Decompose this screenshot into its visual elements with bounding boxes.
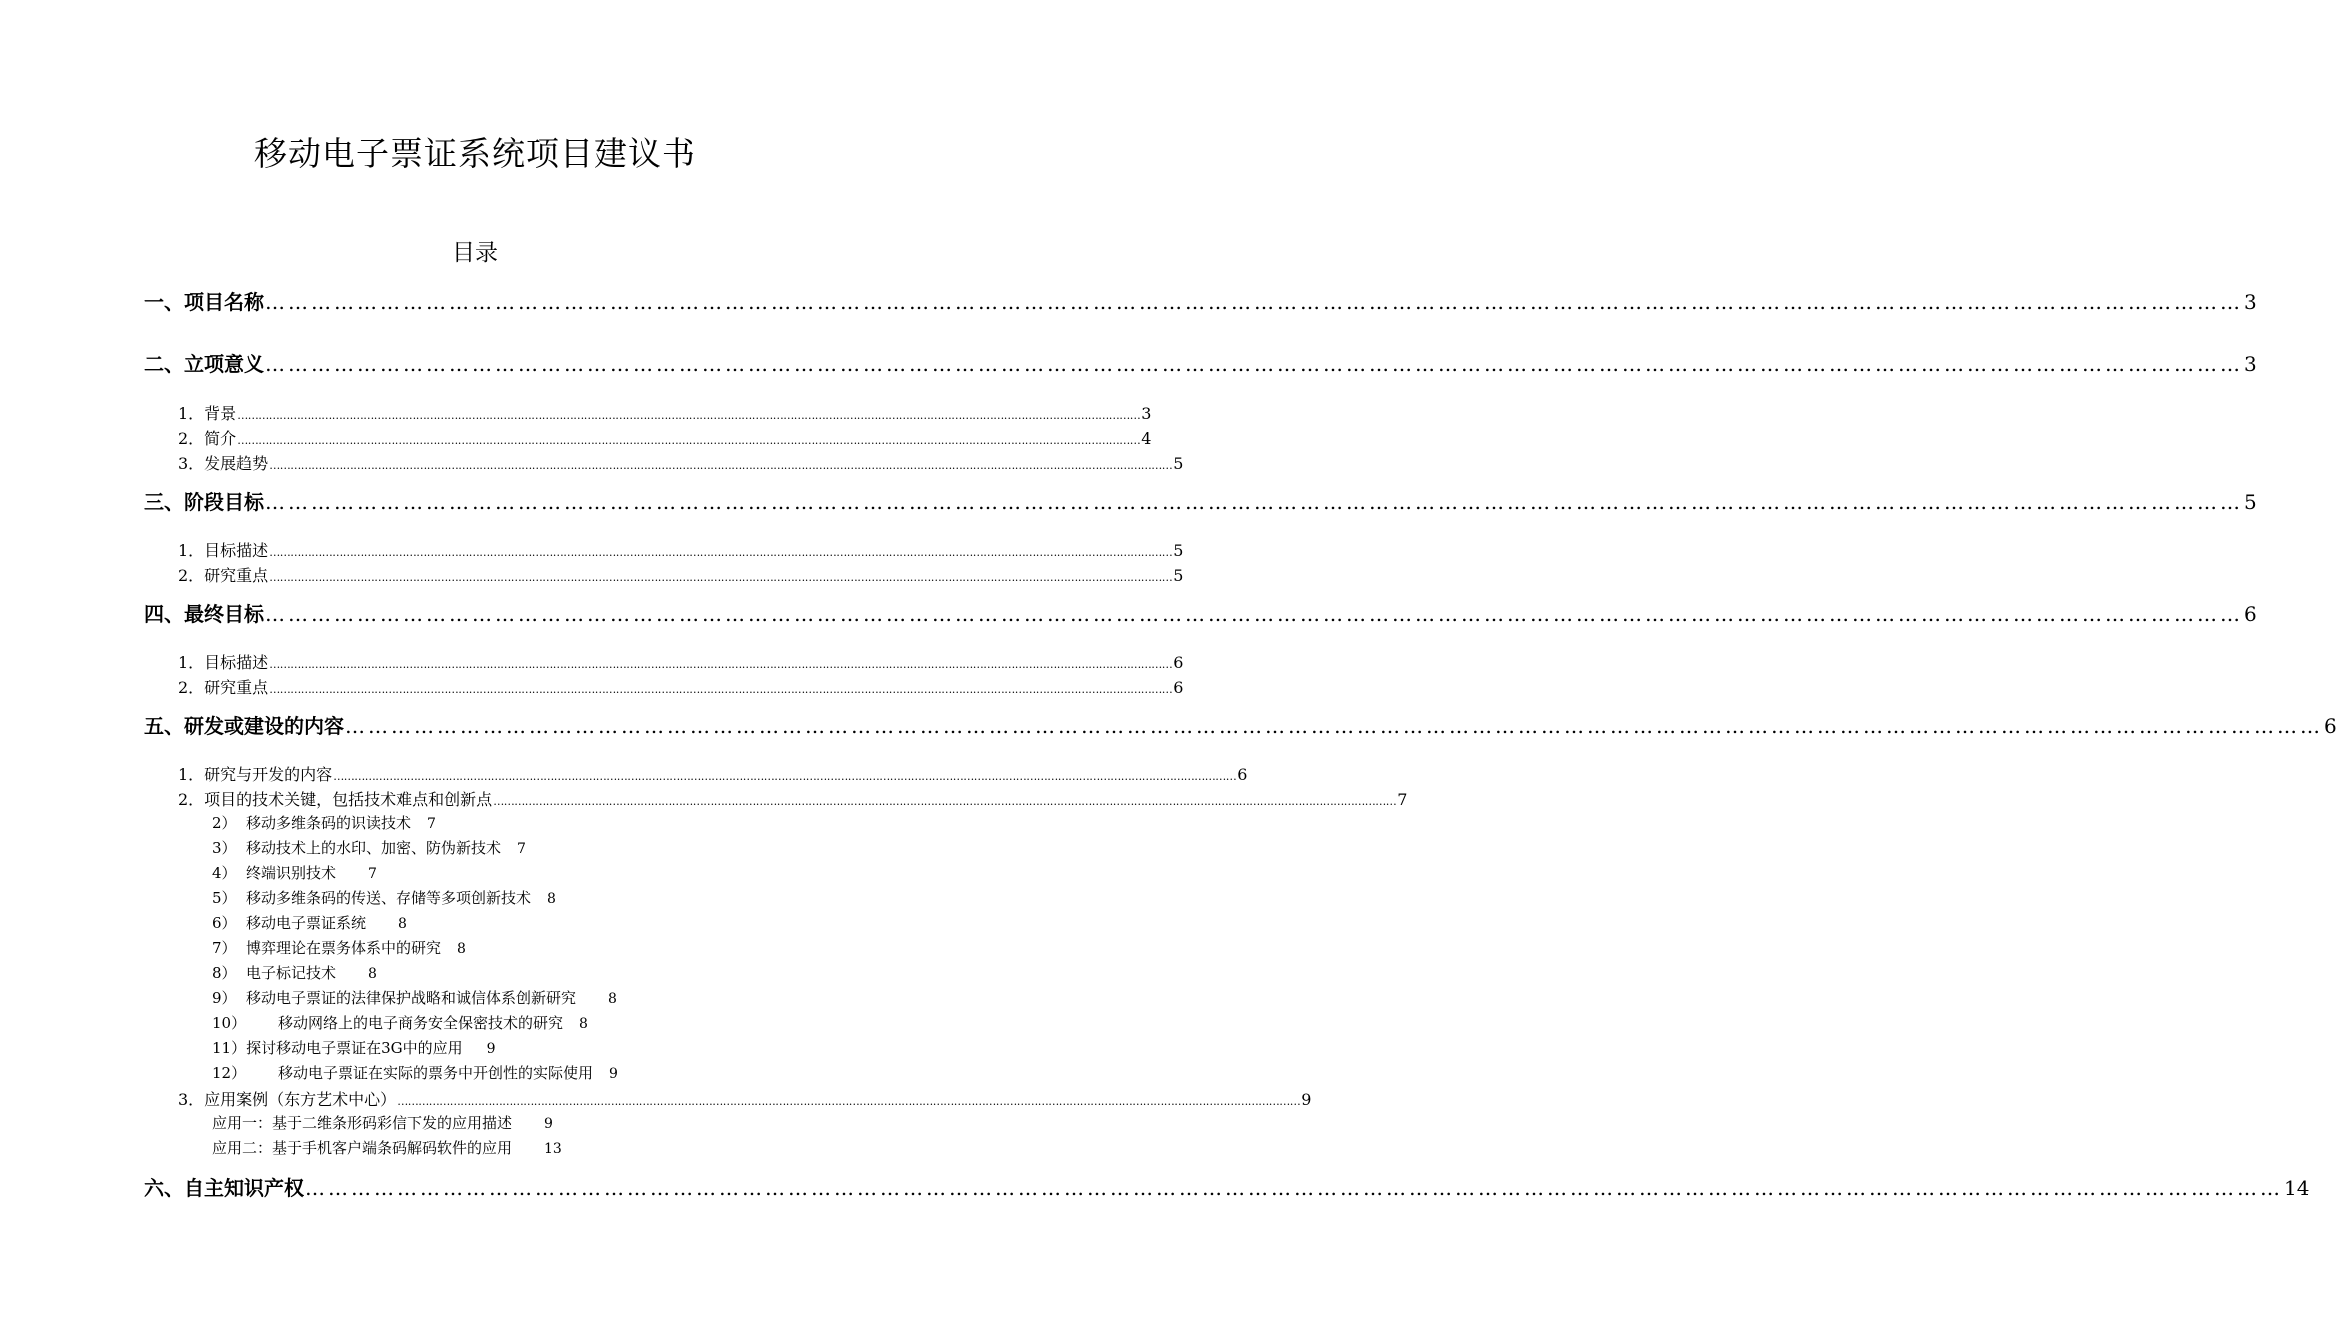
toc-page: 7: [1397, 790, 1408, 809]
toc-entry-project-name[interactable]: [144, 286, 2257, 316]
toc-page: 14: [2284, 1176, 2310, 1200]
toc-label: 二、立项意义: [144, 352, 264, 376]
toc-sub-item[interactable]: [212, 987, 617, 1011]
toc-label: 应用一：基于二维条形码彩信下发的应用描述: [212, 1114, 513, 1132]
toc-entry-intro[interactable]: [178, 426, 1152, 450]
toc-label: 1．背景: [178, 404, 237, 423]
toc-entry-final-focus[interactable]: [178, 675, 1184, 699]
toc-label: 2．项目的技术关键，包括技术难点和创新点: [178, 790, 493, 809]
toc-sub-number: 8）: [212, 964, 237, 982]
toc-page: 4: [1141, 429, 1152, 448]
toc-page: 5: [1173, 566, 1184, 585]
toc-page: 8: [457, 941, 466, 957]
toc-page: 6: [2324, 714, 2337, 738]
document-title: 移动电子票证系统项目建议书: [254, 134, 696, 173]
toc-label: 3．应用案例（东方艺术中心）: [178, 1090, 397, 1109]
toc-page: 8: [608, 991, 617, 1007]
toc-label: 1．目标描述: [178, 541, 269, 560]
toc-dots: ……………………………………………………………………………………………………………………………………………………………………………………………………………………………………: [397, 1095, 1301, 1108]
toc-page: 9: [544, 1116, 553, 1132]
toc-sub-item[interactable]: [212, 862, 377, 886]
toc-label: 移动技术上的水印、加密、防伪新技术: [246, 839, 502, 857]
toc-dots: ……………………………………………………………………………………………………………………………………………………………………………………………………………………………………: [269, 658, 1173, 671]
toc-heading: 目录: [452, 240, 498, 266]
toc-label: 1．研究与开发的内容: [178, 765, 333, 784]
toc-page: 8: [579, 1016, 588, 1032]
toc-label: 应用二：基于手机客户端条码解码软件的应用: [212, 1139, 513, 1157]
toc-dots: ……………………………………………………………………………………………………………………………………………………………………………………………………………………………………: [493, 795, 1397, 808]
toc-dots: ……………………………………………………………………………………………………………………………………………………………………………………………………………………………………: [269, 459, 1173, 472]
toc-label: 2．简介: [178, 429, 237, 448]
toc-dots: ……………………………………………………………………………………………………………………………………………………………………………………………………………………………………: [265, 602, 2243, 626]
toc-page: 8: [368, 966, 377, 982]
toc-label: 一、项目名称: [144, 290, 264, 314]
toc-label: 五、研发或建设的内容: [144, 714, 344, 738]
toc-label: 移动电子票证的法律保护战略和诚信体系创新研究: [246, 989, 577, 1007]
toc-dots: ……………………………………………………………………………………………………………………………………………………………………………………………………………………………………: [237, 434, 1141, 447]
toc-page: 3: [1141, 404, 1152, 423]
toc-page: 9: [486, 1041, 496, 1057]
toc-page: 6: [1173, 678, 1184, 697]
toc-label: 3．发展趋势: [178, 454, 269, 473]
toc-entry-stage-goal[interactable]: [144, 486, 2257, 516]
toc-sub-number: 12）: [212, 1064, 247, 1082]
toc-label: 四、最终目标: [144, 602, 264, 626]
toc-label: 移动多维条码的传送、存储等多项创新技术: [246, 889, 532, 907]
toc-entry-final-goal[interactable]: [144, 598, 2257, 628]
toc-sub-number: 9）: [212, 989, 237, 1007]
toc-sub-item[interactable]: [212, 1112, 553, 1136]
toc-page: 7: [427, 816, 436, 832]
toc-label: 2．研究重点: [178, 566, 269, 585]
toc-page: 8: [398, 916, 407, 932]
toc-sub-item[interactable]: [212, 837, 526, 861]
toc-page: 6: [1173, 653, 1184, 672]
toc-label: 探讨移动电子票证在3G中的应用: [246, 1039, 463, 1057]
toc-dots: ……………………………………………………………………………………………………………………………………………………………………………………………………………………………………: [265, 490, 2243, 514]
toc-dots: ……………………………………………………………………………………………………………………………………………………………………………………………………………………………………: [333, 770, 1237, 783]
toc-entry-trend[interactable]: [178, 451, 1184, 475]
toc-entry-ip[interactable]: [144, 1172, 2310, 1202]
toc-page: 8: [547, 891, 556, 907]
toc-dots: ……………………………………………………………………………………………………………………………………………………………………………………………………………………………………: [237, 409, 1141, 422]
toc-dots: ……………………………………………………………………………………………………………………………………………………………………………………………………………………………………: [265, 352, 2243, 376]
toc-label: 电子标记技术: [246, 964, 337, 982]
toc-entry-background[interactable]: [178, 401, 1152, 425]
toc-sub-number: 3）: [212, 839, 237, 857]
toc-sub-item[interactable]: [212, 912, 407, 936]
toc-label: 三、阶段目标: [144, 490, 264, 514]
toc-page: 5: [2244, 490, 2257, 514]
toc-page: 13: [544, 1141, 562, 1157]
toc-sub-number: 5）: [212, 889, 237, 907]
toc-entry-rd-dev[interactable]: [178, 762, 1248, 786]
toc-sub-number: 2）: [212, 814, 237, 832]
toc-dots: ……………………………………………………………………………………………………………………………………………………………………………………………………………………………………: [305, 1176, 2283, 1200]
toc-label: 移动网络上的电子商务安全保密技术的研究: [278, 1014, 564, 1032]
toc-entry-stage-focus[interactable]: [178, 563, 1184, 587]
toc-label: 移动电子票证在实际的票务中开创性的实际使用: [278, 1064, 594, 1082]
toc-page: 5: [1173, 541, 1184, 560]
toc-sub-number: 4）: [212, 864, 237, 882]
toc-label: 移动电子票证系统: [246, 914, 367, 932]
toc-label: 博弈理论在票务体系中的研究: [246, 939, 442, 957]
toc-sub-number: 6）: [212, 914, 237, 932]
toc-label: 六、自主知识产权: [144, 1176, 304, 1200]
toc-label: 终端识别技术: [246, 864, 337, 882]
toc-entry-significance[interactable]: [144, 348, 2257, 378]
toc-entry-rd-content[interactable]: [144, 710, 2337, 740]
toc-page: 3: [2244, 290, 2257, 314]
toc-sub-number: 11）: [212, 1039, 247, 1057]
toc-page: 6: [2244, 602, 2257, 626]
toc-entry-tech-key[interactable]: [178, 787, 1408, 811]
toc-sub-item[interactable]: [212, 812, 436, 836]
toc-entry-stage-desc[interactable]: [178, 538, 1184, 562]
toc-label: 移动多维条码的识读技术: [246, 814, 412, 832]
toc-sub-item[interactable]: [212, 1037, 496, 1061]
toc-dots: ……………………………………………………………………………………………………………………………………………………………………………………………………………………………………: [269, 571, 1173, 584]
toc-entry-case[interactable]: [178, 1087, 1312, 1111]
toc-dots: ……………………………………………………………………………………………………………………………………………………………………………………………………………………………………: [345, 714, 2323, 738]
toc-sub-item[interactable]: [212, 1062, 618, 1086]
toc-dots: ……………………………………………………………………………………………………………………………………………………………………………………………………………………………………: [269, 546, 1173, 559]
toc-label: 2．研究重点: [178, 678, 269, 697]
toc-sub-item[interactable]: [212, 887, 556, 911]
toc-sub-number: 7）: [212, 939, 237, 957]
toc-page: 7: [517, 841, 526, 857]
toc-sub-number: 10）: [212, 1014, 247, 1032]
toc-sub-item[interactable]: [212, 937, 466, 961]
toc-label: 1．目标描述: [178, 653, 269, 672]
toc-page: 7: [368, 866, 377, 882]
toc-sub-item[interactable]: [212, 962, 377, 986]
toc-dots: ……………………………………………………………………………………………………………………………………………………………………………………………………………………………………: [265, 290, 2243, 314]
toc-page: 3: [2244, 352, 2257, 376]
toc-page: 9: [609, 1066, 618, 1082]
toc-sub-item[interactable]: [212, 1012, 588, 1036]
toc-page: 5: [1173, 454, 1184, 473]
toc-sub-item[interactable]: [212, 1137, 562, 1161]
toc-entry-final-desc[interactable]: [178, 650, 1184, 674]
toc-dots: ……………………………………………………………………………………………………………………………………………………………………………………………………………………………………: [269, 683, 1173, 696]
toc-page: 6: [1237, 765, 1248, 784]
toc-page: 9: [1301, 1090, 1312, 1109]
